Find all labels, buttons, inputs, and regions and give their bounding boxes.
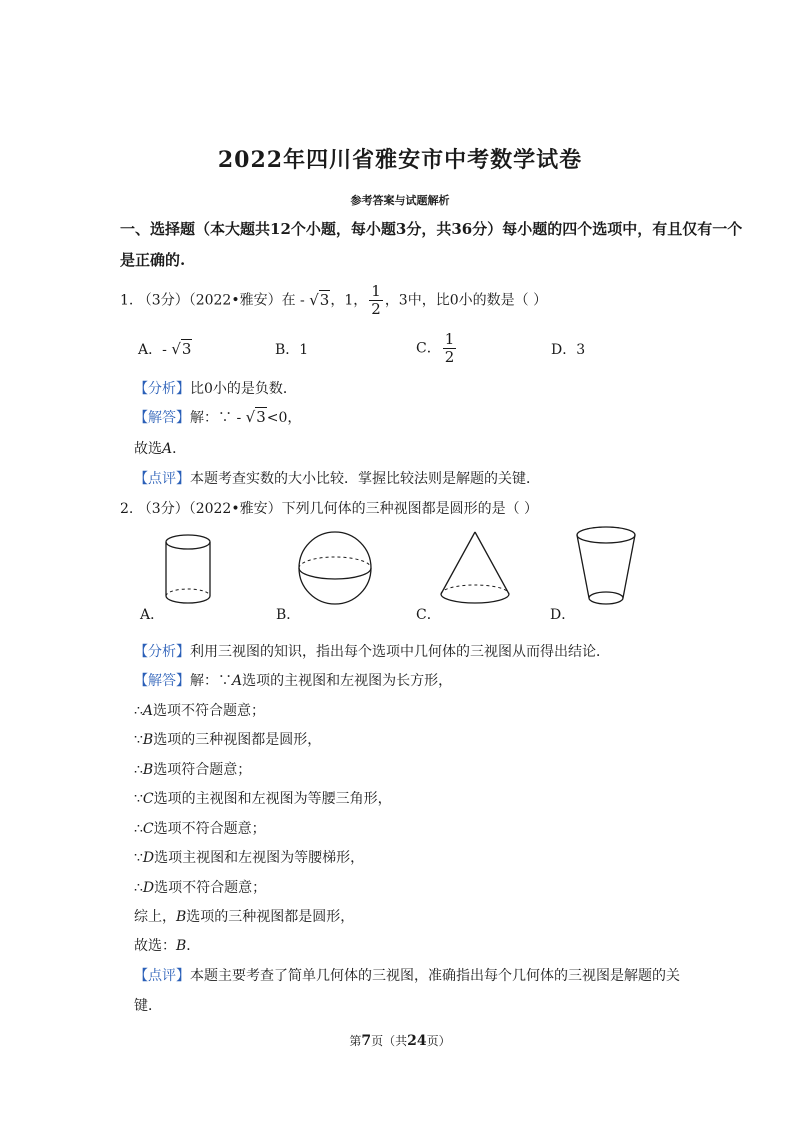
page-title: 2022年四川省雅安市中考数学试卷 — [217, 147, 583, 173]
frustum-figure — [572, 524, 642, 614]
q2-answer-line: ∵C选项的主视图和左视图为等腰三角形， — [134, 791, 392, 807]
q1-middle: ，1， — [330, 292, 368, 309]
fraction: $\frac{1}{2}$ — [371, 282, 381, 318]
fraction: $\frac{1}{2}$ — [444, 330, 455, 366]
q2-review: 【点评】本题主要考查了简单几何体的三视图，准确指出每个几何体的三视图是解题的关 — [134, 968, 680, 984]
figure-label-a: A． — [140, 607, 165, 623]
sphere-figure — [297, 530, 377, 610]
q2-answer-line: 故选：B． — [134, 938, 201, 954]
figure-label-c: C． — [416, 607, 441, 623]
q2-answer-line: ∵B选项的三种视图都是圆形， — [134, 732, 322, 748]
section-heading-line1: 一、选择题（本大题共12个小题，每小题3分，共36分）每小题的四个选项中，有且仅有一个 — [120, 220, 743, 238]
total-pages: 24 — [407, 1033, 427, 1049]
sqrt-expression: √3 — [309, 290, 330, 309]
q2-answer-line: 综上，B选项的三种视图都是圆形， — [134, 909, 355, 925]
q2-answer-line: ∵D选项主视图和左视图为等腰梯形， — [134, 850, 365, 866]
sqrt-expression: √3 — [245, 408, 266, 426]
page-number: 7 — [361, 1033, 372, 1049]
section-heading-line2: 是正确的. — [120, 251, 186, 269]
q2-review-continued: 键． — [134, 998, 162, 1014]
q2-answer-line: ∴D选项不符合题意； — [134, 880, 267, 896]
question-1-stem — [120, 284, 547, 317]
q1-answer: 【解答】解：∵ - √3<0， — [134, 408, 302, 426]
q1-option-d: D．3 — [551, 342, 586, 358]
figure-label-d: D． — [550, 607, 576, 623]
page-footer: 第7页（共24页） — [349, 1033, 451, 1049]
q1-option-c: C． $\frac{1}{2}$ — [416, 330, 455, 366]
q2-answer-line: 【解答】解：∵A选项的主视图和左视图为长方形， — [134, 673, 453, 689]
review-tag: 【点评】 — [134, 968, 190, 984]
q1-choice: 故选A． — [134, 441, 187, 457]
analysis-tag: 【分析】 — [134, 644, 190, 660]
q1-review: 【点评】本题考查实数的大小比较．掌握比较法则是解题的关键． — [134, 471, 540, 487]
q2-answer-line: ∴B选项符合题意； — [134, 762, 252, 778]
cylinder-figure — [160, 530, 220, 610]
q2-answer-line: ∴A选项不符合题意； — [134, 703, 266, 719]
figure-label-b: B． — [276, 607, 301, 623]
q1-analysis: 【分析】比0小的是负数． — [134, 381, 297, 397]
review-tag: 【点评】 — [134, 471, 190, 487]
cone-figure — [437, 530, 517, 610]
q1-option-b: B．1 — [275, 342, 309, 358]
answer-tag: 【解答】 — [134, 673, 190, 689]
q1-suffix: ，3中，比0小的数是（ ） — [384, 292, 548, 309]
q2-analysis: 【分析】利用三视图的知识，指出每个选项中几何体的三视图从而得出结论． — [134, 644, 610, 660]
analysis-tag: 【分析】 — [134, 381, 190, 397]
answer-tag: 【解答】 — [134, 410, 190, 426]
q1-option-a: A．- √3 — [138, 340, 192, 358]
sqrt-expression: √3 — [171, 340, 192, 358]
q1-prefix: 1. （3分）（2022•雅安）在 - — [120, 292, 310, 309]
q2-answer-line: ∴C选项不符合题意； — [134, 821, 266, 837]
question-2-stem: 2. （3分）（2022•雅安）下列几何体的三种视图都是圆形的是（ ） — [120, 501, 539, 517]
page-subtitle: 参考答案与试题解析 — [350, 194, 450, 207]
